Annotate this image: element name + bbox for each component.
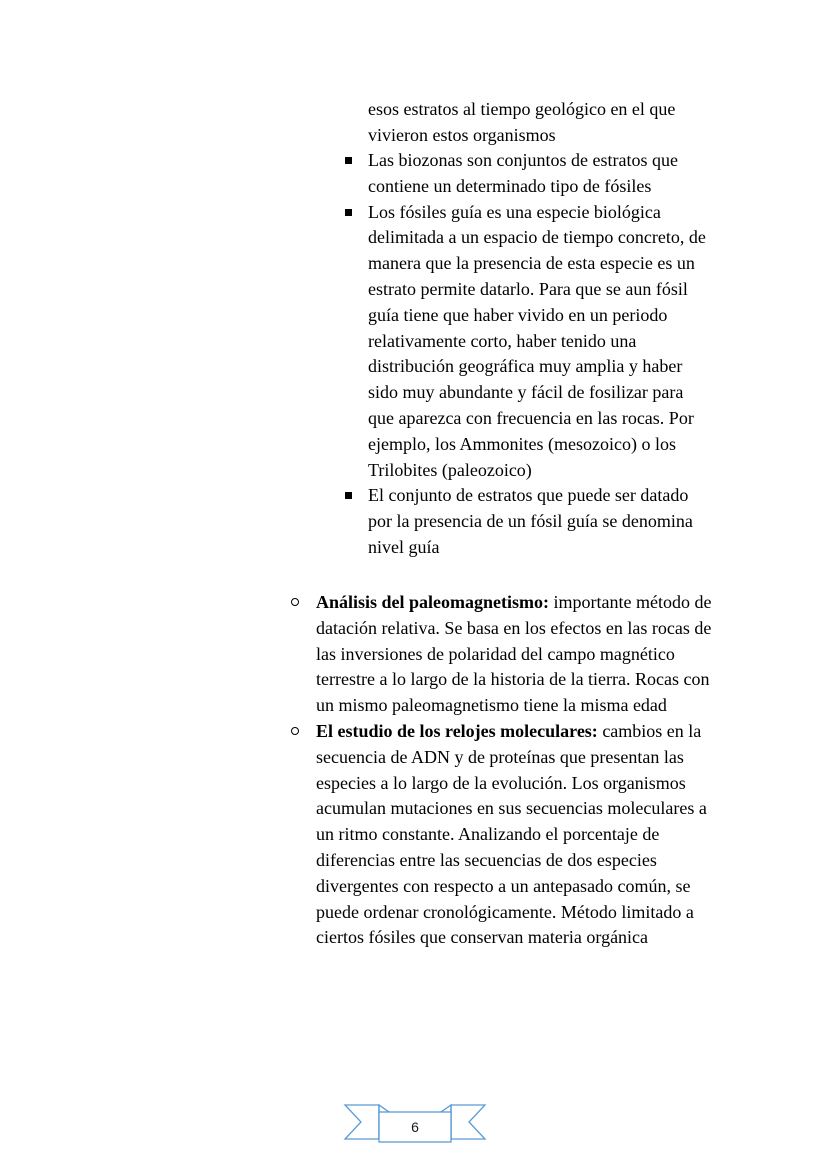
page-number: 6 <box>411 1119 419 1135</box>
circle-bullet-icon <box>291 598 299 606</box>
square-bullet-list <box>368 148 713 561</box>
list-item <box>368 483 713 560</box>
list-item-text: Los fósiles guía es una especie biológica delimitada a un espacio de tiempo concreto, de manera que la presencia de esta especie es un estrato permite datarlo. Para que se aun fósil guía tiene que haber vivido en un periodo relativamente corto, haber tenido una distribución geográfica muy amplia y haber sido muy abundante y fácil de fosilizar para que aparezca con frecuencia en las rocas. Por ejemplo, los Ammonites (mesozoico) o los Trilobites (paleozoico) <box>368 201 706 480</box>
list-item-text: El conjunto de estratos que puede ser datado por la presencia de un fósil guía se denomina nivel guía <box>368 485 693 557</box>
method-item-molecular-clocks <box>316 719 716 951</box>
method-item-paleomagnetism <box>316 590 716 719</box>
list-item <box>368 200 713 484</box>
square-bullet-icon <box>345 157 352 164</box>
circle-bullet-list <box>316 590 716 951</box>
list-item-text: Las biozonas son conjuntos de estratos que contiene un determinado tipo de fósiles <box>368 150 678 196</box>
circle-bullet-icon <box>291 727 299 735</box>
method-description: importante método de datación relativa. Se basa en los efectos en las rocas de las inversiones de polaridad del campo magnético terrestre a lo largo de la historia de la tierra. Rocas con un mismo paleomagnetismo tiene la misma edad <box>316 592 712 716</box>
method-title: Análisis del paleomagnetismo: <box>316 592 550 612</box>
square-bullet-icon <box>345 209 352 216</box>
square-bullet-icon <box>345 492 352 499</box>
method-title: El estudio de los relojes moleculares: <box>316 720 598 741</box>
continuation-paragraph: esos estratos al tiempo geológico en el que vivieron estos organismos <box>368 99 676 145</box>
list-item <box>368 148 713 200</box>
method-description: cambios en la secuencia de ADN y de proteínas que presentan las especies a lo largo de la evolución. Los organismos acumulan mutaciones en sus secuencias moleculares a un ritmo constante. Analizando el porcentaje de diferencias entre las secuencias de dos especies divergentes con respecto a un antepasado común, se puede ordenar cronológicamente. Método limitado a ciertos fósiles que conservan materia orgánica <box>316 720 707 948</box>
page-footer <box>343 1100 487 1144</box>
